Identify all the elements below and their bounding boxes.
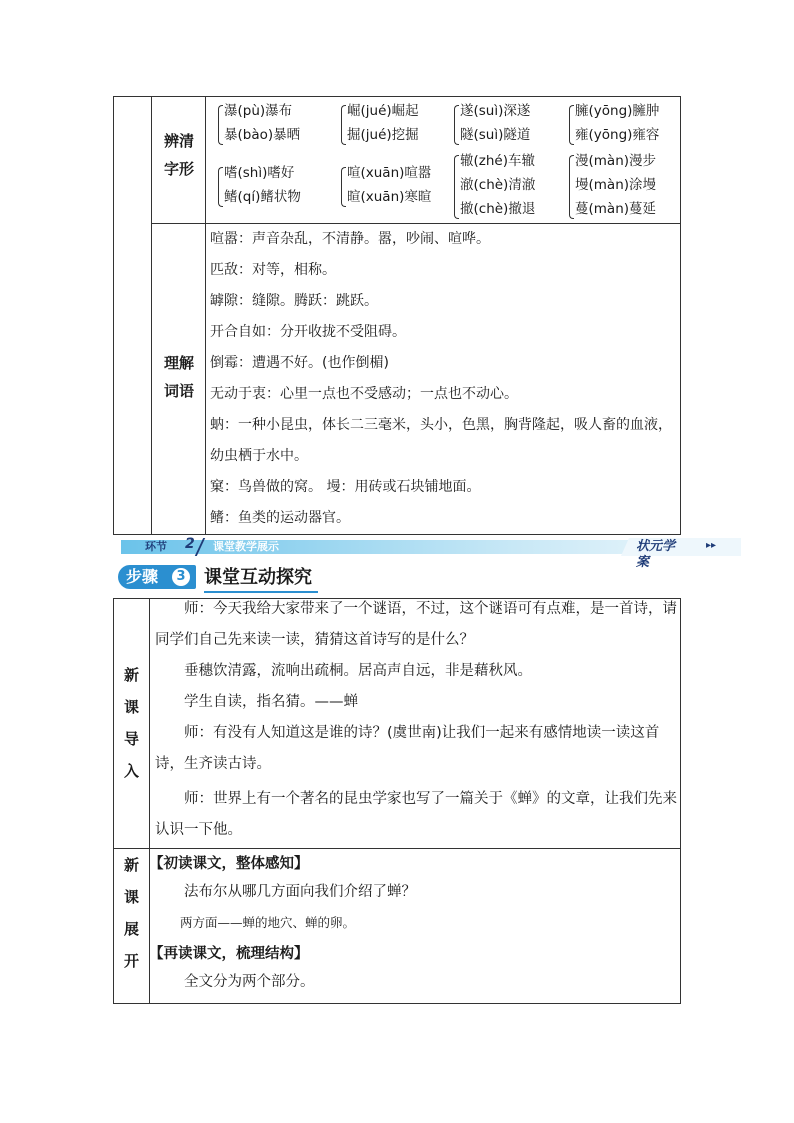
- paragraph: 学生自读，指名猜。——蝉: [155, 694, 358, 710]
- step-label: 步骤: [126, 567, 159, 586]
- definition: 鳍：鱼类的运动器官。: [210, 510, 350, 526]
- char-group: 漫(màn)漫步 墁(màn)涂墁 蔓(màn)蔓延: [575, 153, 657, 217]
- paragraph: 垂穗饮清露，流响出疏桐。居高声自远，非是藉秋风。: [155, 663, 532, 679]
- char-group: 嗜(shì)嗜好 鳍(qí)鳍状物: [224, 165, 301, 205]
- paragraph: 全文分为两个部分。: [155, 974, 315, 990]
- forward-arrow-icon: ▸▸: [706, 540, 717, 551]
- brace: [569, 105, 574, 145]
- definition: 匹敌：对等，相称。: [210, 262, 336, 278]
- section-heading: 【初读课文，整体感知】: [149, 856, 309, 872]
- step-header: [118, 565, 418, 591]
- column-divider: [151, 97, 152, 534]
- banner-section-label: 环节: [145, 540, 167, 553]
- intro-content: [155, 594, 677, 846]
- lesson-table: [113, 598, 681, 1004]
- definition: 罅隙：缝隙。腾跃：跳跃。: [210, 293, 378, 309]
- brace: [341, 167, 346, 207]
- row-header-understand: 理解 词语: [163, 354, 194, 400]
- char-group: 喧(xuān)喧嚣 暄(xuān)寒暄: [347, 165, 432, 205]
- char-group: 崛(jué)崛起 掘(jué)挖掘: [347, 103, 419, 143]
- paragraph: 师：有没有人知道这是谁的诗？(虞世南)让我们一起来有感情地读一读这首诗，生齐读古诗。: [155, 725, 660, 772]
- row-header-develop: 新 课 展 开: [123, 856, 139, 970]
- char-group: 辙(zhé)车辙 澈(chè)清澈 撤(chè)撤退: [460, 153, 536, 217]
- banner-section-number: 2: [185, 536, 195, 552]
- step-number: 3: [172, 568, 190, 586]
- brace: [341, 105, 346, 145]
- brace: [218, 105, 223, 145]
- banner-title: 课堂教学展示: [213, 540, 279, 553]
- brace: [454, 105, 459, 145]
- char-group: 瀑(pù)瀑布 暴(bào)暴晒: [224, 103, 301, 143]
- definition: 开合自如：分开收拢不受阻碍。: [210, 324, 406, 340]
- brace: [218, 167, 223, 207]
- paragraph: 师：世界上有一个著名的昆虫学家也写了一篇关于《蝉》的文章，让我们先来认识一下他。: [155, 791, 677, 838]
- row-header-distinguish: 辨清 字形: [163, 132, 194, 178]
- definition: 蚋：一种小昆虫，体长二三毫米，头小，色黑，胸背隆起，吸人畜的血液，幼虫栖于水中。: [210, 417, 672, 464]
- paragraph: 师：今天我给大家带来了一个谜语，不过，这个谜语可有点难，是一首诗，请同学们自己先来读一读，猜猜这首诗写的是什么？: [155, 601, 677, 648]
- step-title: 课堂互动探究: [204, 565, 318, 593]
- section-heading: 【再读课文，梳理结构】: [149, 946, 309, 962]
- brace: [569, 155, 574, 219]
- definition: 喧嚣：声音杂乱，不清静。嚣，吵闹、喧哗。: [210, 231, 490, 247]
- definition: 窠：鸟兽做的窝。 墁：用砖或石块铺地面。: [210, 479, 481, 495]
- definition: 无动于衷：心里一点也不受感动；一点也不动心。: [210, 386, 518, 402]
- question: 法布尔从哪几方面向我们介绍了蝉？: [155, 884, 416, 900]
- definition: 倒霉：遭遇不好。(也作倒楣): [210, 355, 389, 371]
- definitions-list: [210, 224, 678, 534]
- column-divider: [205, 97, 206, 534]
- brand-label: 状元学案: [636, 539, 676, 570]
- develop-content: [149, 850, 677, 996]
- char-group: 遂(suì)深遂 隧(suì)隧道: [460, 103, 531, 143]
- row-divider: [114, 848, 680, 849]
- char-group: 臃(yōng)臃肿 雍(yōng)雍容: [575, 103, 660, 143]
- brace: [454, 155, 459, 219]
- handwritten-answer: 两方面——蝉的地穴、蝉的卵。: [155, 915, 356, 930]
- section-banner: [121, 536, 717, 570]
- row-header-intro: 新 课 导 入: [123, 666, 139, 780]
